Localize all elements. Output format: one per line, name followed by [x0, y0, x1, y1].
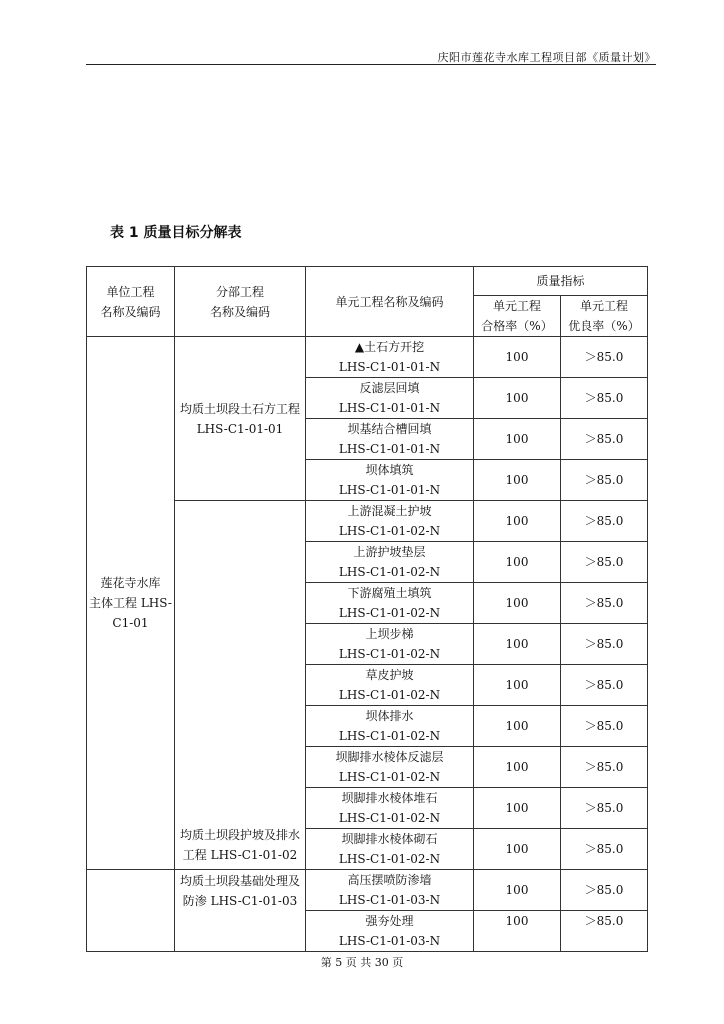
- excellent-rate-cell: ＞85.0: [561, 419, 648, 460]
- excellent-rate-cell: ＞85.0: [561, 337, 648, 378]
- pass-rate-cell: 100: [474, 419, 561, 460]
- header-rule: [86, 64, 656, 65]
- element-cell: 坝脚排水棱体反滤层 LHS-C1-01-02-N: [306, 747, 474, 788]
- pass-rate-cell: 100: [474, 542, 561, 583]
- pass-rate-cell: 100: [474, 829, 561, 870]
- excellent-rate-cell: ＞85.0: [561, 747, 648, 788]
- quality-target-table: [86, 266, 648, 952]
- unit-project-cell-empty: [87, 870, 175, 952]
- pass-rate-cell: 100: [474, 501, 561, 542]
- element-cell: 坝体填筑 LHS-C1-01-01-N: [306, 460, 474, 501]
- pass-rate-cell: 100: [474, 911, 561, 952]
- element-cell: 下游腐殖土填筑 LHS-C1-01-02-N: [306, 583, 474, 624]
- element-cell: 坝体排水 LHS-C1-01-02-N: [306, 706, 474, 747]
- division-cell: 均质土坝段护坡及排水 工程 LHS-C1-01-02: [175, 501, 306, 870]
- element-cell: 上坝步梯 LHS-C1-01-02-N: [306, 624, 474, 665]
- excellent-rate-cell: ＞85.0: [561, 460, 648, 501]
- pass-rate-cell: 100: [474, 788, 561, 829]
- element-cell: 坝脚排水棱体堆石 LHS-C1-01-02-N: [306, 788, 474, 829]
- excellent-rate-cell: ＞85.0: [561, 542, 648, 583]
- excellent-rate-cell: ＞85.0: [561, 788, 648, 829]
- pass-rate-cell: 100: [474, 747, 561, 788]
- pass-rate-cell: 100: [474, 706, 561, 747]
- pass-rate-cell: 100: [474, 337, 561, 378]
- element-cell: 反滤层回填 LHS-C1-01-01-N: [306, 378, 474, 419]
- header-pass-rate: 单元工程 合格率（%）: [474, 296, 561, 337]
- pass-rate-cell: 100: [474, 378, 561, 419]
- pass-rate-cell: 100: [474, 460, 561, 501]
- element-cell: 坝脚排水棱体砌石 LHS-C1-01-02-N: [306, 829, 474, 870]
- pass-rate-cell: 100: [474, 583, 561, 624]
- excellent-rate-cell: ＞85.0: [561, 829, 648, 870]
- page-footer: 第 5 页 共 30 页: [320, 956, 404, 969]
- table-title: 表 1 质量目标分解表: [110, 225, 242, 241]
- header-element: 单元工程名称及编码: [306, 267, 474, 337]
- excellent-rate-cell: ＞85.0: [561, 911, 648, 952]
- element-cell: ▲土石方开挖 LHS-C1-01-01-N: [306, 337, 474, 378]
- header-division: 分部工程 名称及编码: [175, 267, 306, 337]
- element-cell: 上游混凝土护坡 LHS-C1-01-02-N: [306, 501, 474, 542]
- header-unit: 单位工程 名称及编码: [87, 267, 175, 337]
- pass-rate-cell: 100: [474, 870, 561, 911]
- pass-rate-cell: 100: [474, 665, 561, 706]
- excellent-rate-cell: ＞85.0: [561, 624, 648, 665]
- element-cell: 强夯处理 LHS-C1-01-03-N: [306, 911, 474, 952]
- excellent-rate-cell: ＞85.0: [561, 378, 648, 419]
- excellent-rate-cell: ＞85.0: [561, 501, 648, 542]
- excellent-rate-cell: ＞85.0: [561, 583, 648, 624]
- division-cell: 均质土坝段土石方工程 LHS-C1-01-01: [175, 337, 306, 501]
- header-excellent-rate: 单元工程 优良率（%）: [561, 296, 648, 337]
- pass-rate-cell: 100: [474, 624, 561, 665]
- unit-project-cell: 莲花寺水库 主体工程 LHS- C1-01: [87, 337, 175, 870]
- header-quality: 质量指标: [474, 267, 648, 296]
- excellent-rate-cell: ＞85.0: [561, 665, 648, 706]
- element-cell: 上游护坡垫层 LHS-C1-01-02-N: [306, 542, 474, 583]
- element-cell: 草皮护坡 LHS-C1-01-02-N: [306, 665, 474, 706]
- division-cell: 均质土坝段基础处理及 防渗 LHS-C1-01-03: [175, 870, 306, 952]
- excellent-rate-cell: ＞85.0: [561, 870, 648, 911]
- element-cell: 坝基结合槽回填 LHS-C1-01-01-N: [306, 419, 474, 460]
- excellent-rate-cell: ＞85.0: [561, 706, 648, 747]
- element-cell: 高压摆喷防渗墙 LHS-C1-01-03-N: [306, 870, 474, 911]
- document-header: 庆阳市莲花寺水库工程项目部《质量计划》: [437, 51, 656, 64]
